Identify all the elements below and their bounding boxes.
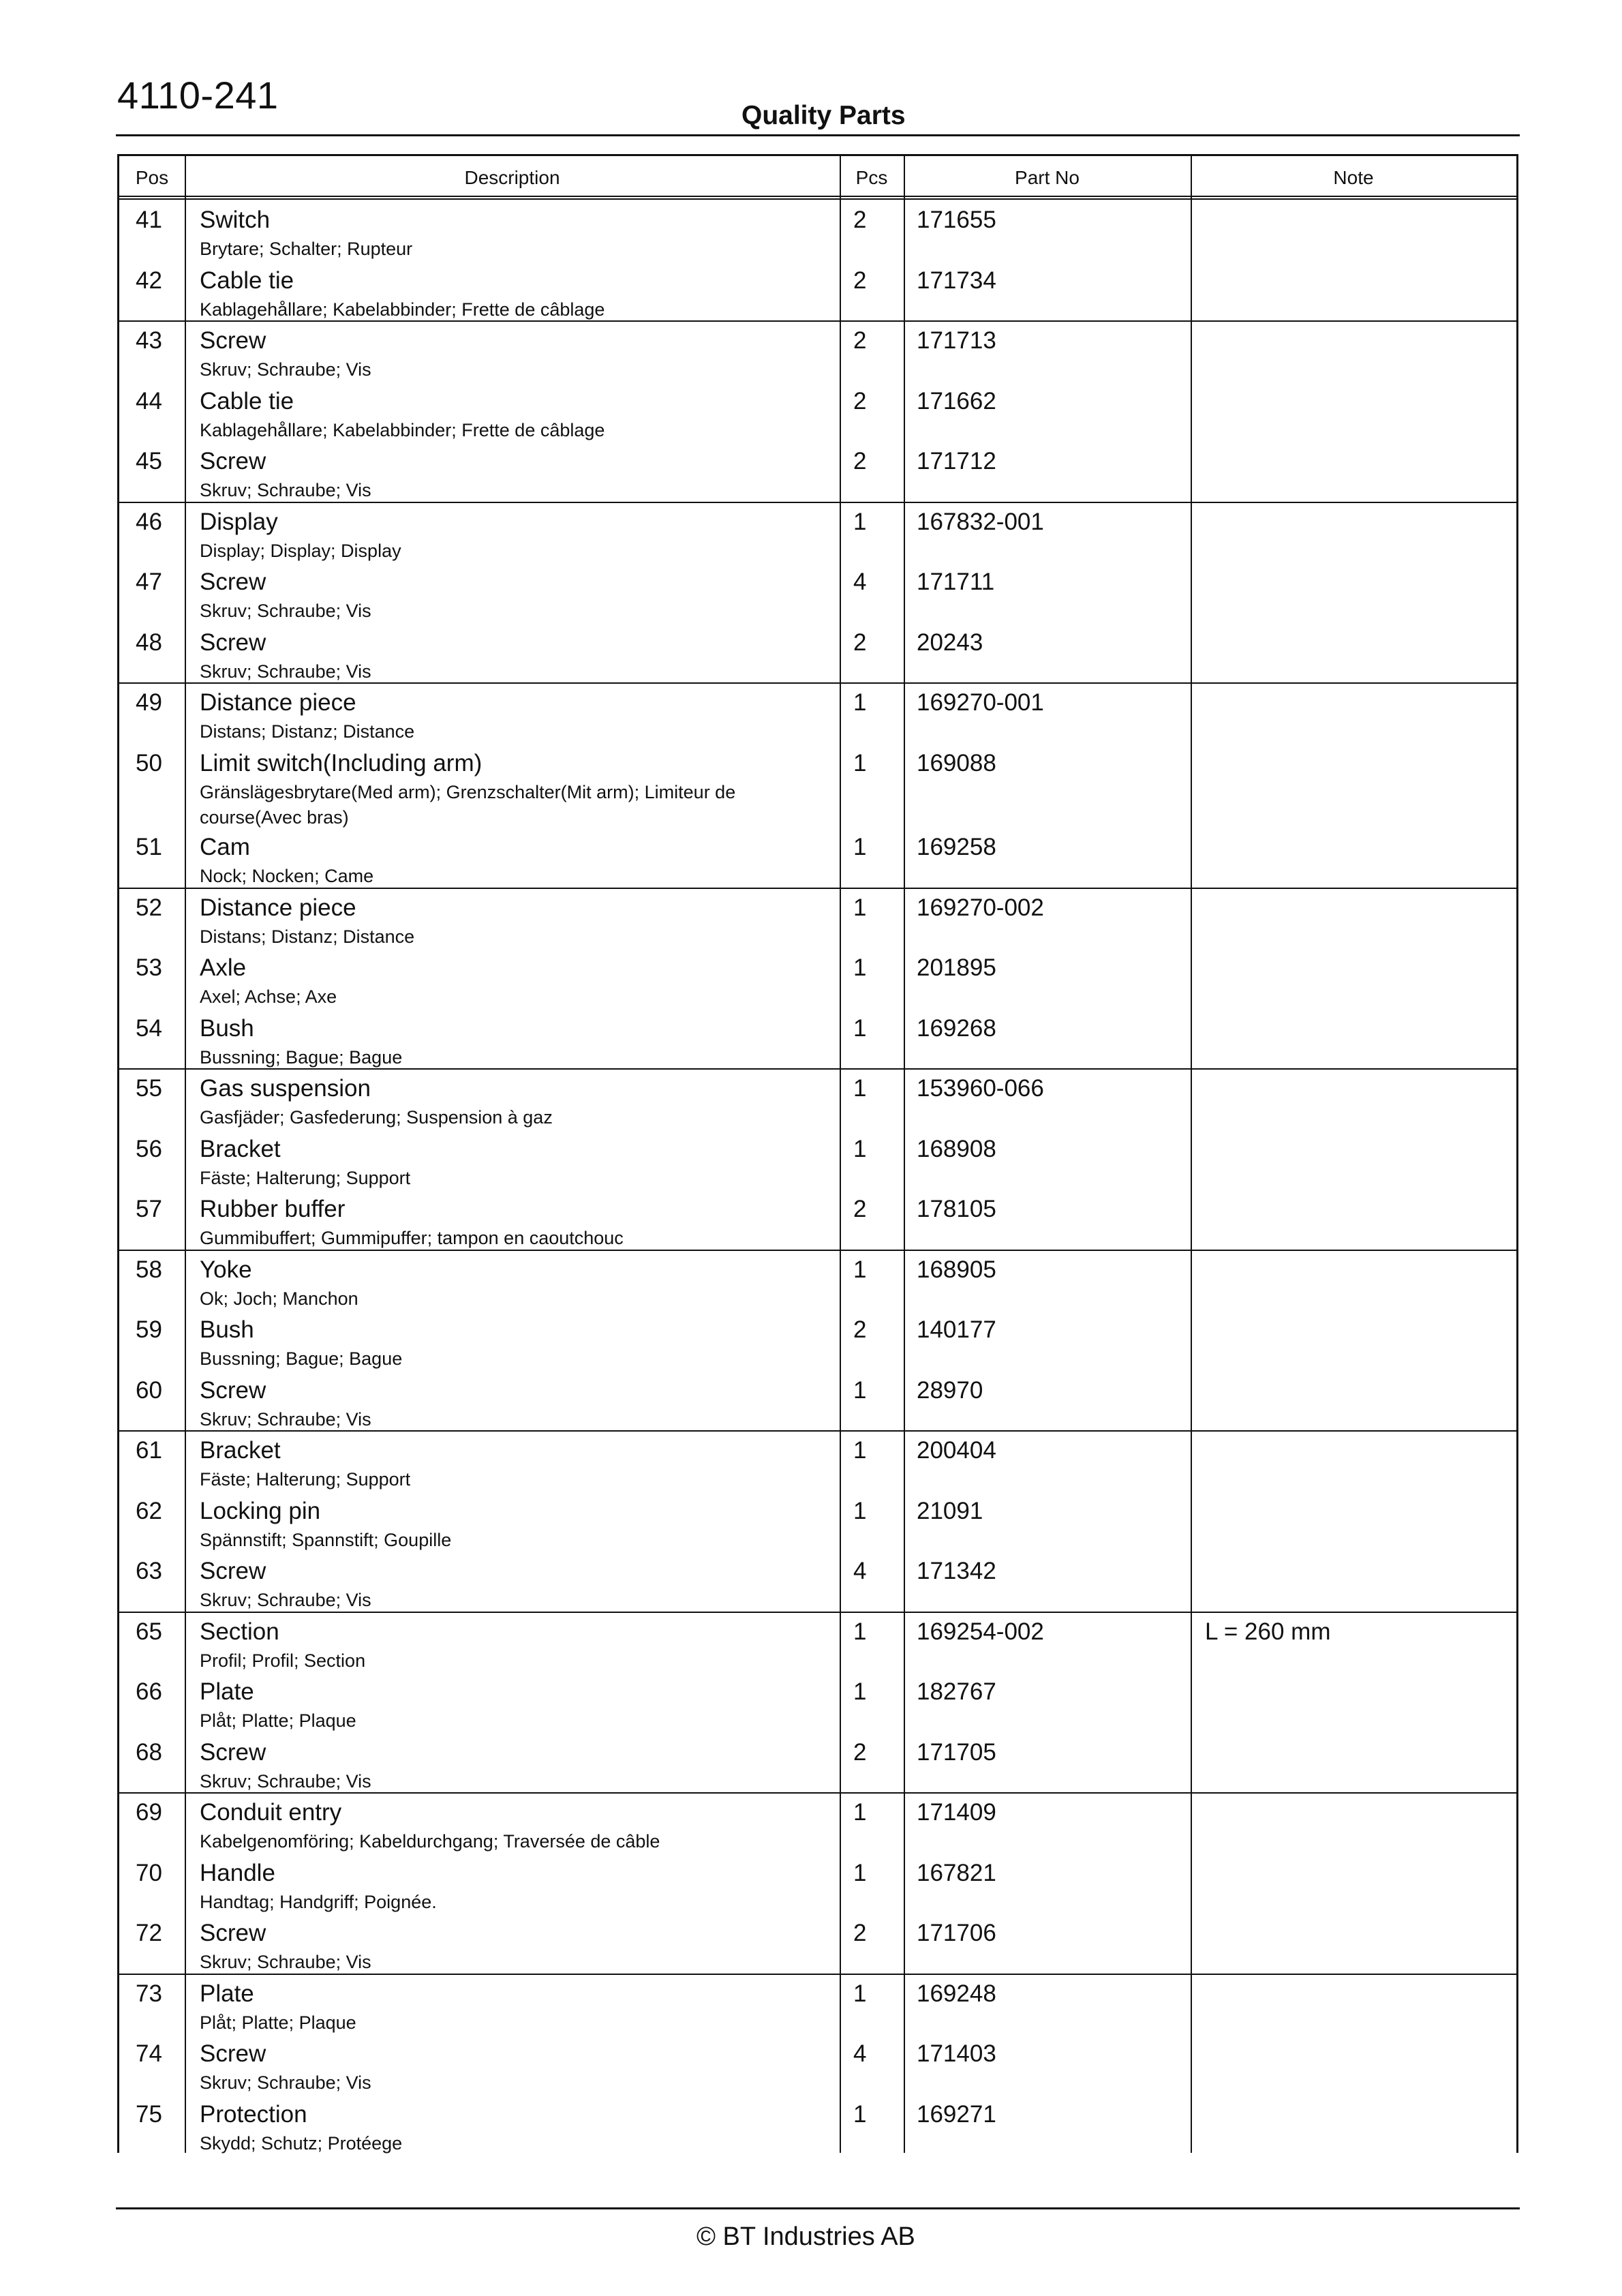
cell-translations: Plåt; Platte; Plaque	[200, 2012, 356, 2033]
row-group	[119, 1068, 1516, 1251]
cell-pcs: 2	[853, 267, 867, 294]
cell-description: Plate	[200, 1980, 254, 2007]
cell-pos: 56	[136, 1135, 162, 1162]
cell-translations: Fäste; Halterung; Support	[200, 1167, 411, 1188]
cell-description: Screw	[200, 327, 266, 354]
cell-translations: Gasfjäder; Gasfederung; Suspension à gaz	[200, 1107, 553, 1128]
cell-pos: 50	[136, 749, 162, 776]
cell-description: Plate	[200, 1678, 254, 1705]
cell-pos: 74	[136, 2040, 162, 2067]
cell-pcs: 1	[853, 1135, 867, 1162]
cell-description: Cam	[200, 834, 250, 860]
cell-note: L = 260 mm	[1205, 1618, 1331, 1645]
footer-copyright: © BT Industries AB	[697, 2222, 915, 2251]
row-group	[119, 1792, 1516, 1975]
cell-pos: 53	[136, 954, 162, 981]
cell-pos: 44	[136, 387, 162, 414]
cell-translations: Nock; Nocken; Came	[200, 866, 374, 886]
cell-description: Distance piece	[200, 689, 356, 716]
cell-pcs: 4	[853, 2040, 867, 2067]
cell-part-no: 21091	[917, 1497, 983, 1524]
cell-pcs: 2	[853, 1196, 867, 1222]
cell-pos: 48	[136, 629, 162, 656]
row-group	[119, 320, 1516, 503]
cell-part-no: 169258	[917, 834, 996, 860]
cell-description: Conduit entry	[200, 1799, 342, 1826]
cell-pos: 65	[136, 1618, 162, 1645]
cell-part-no: 171409	[917, 1799, 996, 1826]
cell-pos: 54	[136, 1014, 162, 1042]
cell-part-no: 169248	[917, 1980, 996, 2007]
cell-translations: Skydd; Schutz; Protéege	[200, 2132, 403, 2154]
cell-pos: 72	[136, 1920, 162, 1946]
cell-part-no: 171403	[917, 2040, 996, 2067]
cell-part-no: 171712	[917, 448, 996, 474]
cell-translations: Skruv; Schraube; Vis	[200, 1590, 371, 1610]
cell-description: Section	[200, 1618, 279, 1645]
cell-translations: Skruv; Schraube; Vis	[200, 1952, 371, 1972]
cell-description: Yoke	[200, 1256, 252, 1283]
cell-pcs: 1	[853, 1859, 867, 1886]
column-header-note: Note	[1333, 167, 1374, 188]
row-group	[119, 1430, 1516, 1613]
cell-pcs: 1	[853, 1618, 867, 1645]
row-group	[119, 1974, 1516, 2155]
cell-pcs: 2	[853, 1738, 867, 1766]
cell-pcs: 4	[853, 569, 867, 595]
cell-pos: 42	[136, 267, 162, 294]
cell-pcs: 1	[853, 1980, 867, 2007]
cell-translations: Profil; Profil; Section	[200, 1650, 366, 1671]
cell-pcs: 1	[853, 508, 867, 535]
cell-part-no: 171734	[917, 267, 996, 294]
cell-pcs: 1	[853, 954, 867, 981]
cell-part-no: 169268	[917, 1014, 996, 1042]
cell-pcs: 1	[853, 2100, 867, 2128]
cell-part-no: 171662	[917, 387, 996, 414]
cell-description: Screw	[200, 1376, 266, 1404]
cell-translations: Skruv; Schraube; Vis	[200, 2072, 371, 2093]
cell-part-no: 153960-066	[917, 1075, 1044, 1102]
cell-translations: Kabelgenomföring; Kabeldurchgang; Traversée de câble	[200, 1831, 660, 1852]
cell-pcs: 1	[853, 1376, 867, 1404]
cell-translations: Ok; Joch; Manchon	[200, 1288, 358, 1309]
cell-pcs: 1	[853, 1437, 867, 1464]
cell-description: Display	[200, 508, 278, 535]
cell-translations: Brytare; Schalter; Rupteur	[200, 239, 413, 259]
cell-pos: 43	[136, 327, 162, 354]
cell-pcs: 1	[853, 689, 867, 716]
cell-part-no: 168905	[917, 1256, 996, 1283]
cell-description: Axle	[200, 954, 247, 981]
cell-pcs: 2	[853, 448, 867, 474]
cell-part-no: 171706	[917, 1920, 996, 1946]
cell-translations: Gränslägesbrytare(Med arm); Grenzschalter(Mit arm); Limiteur de course(Avec bras)	[200, 781, 736, 828]
footer-rule	[116, 2207, 1520, 2209]
column-header-pos: Pos	[135, 167, 169, 188]
cell-description: Protection	[200, 2100, 307, 2128]
cell-pos: 55	[136, 1075, 162, 1102]
cell-translations: Gummibuffert; Gummipuffer; tampon en caoutchouc	[200, 1228, 624, 1248]
cell-part-no: 200404	[917, 1437, 996, 1464]
cell-part-no: 169270-001	[917, 689, 1044, 716]
cell-pcs: 2	[853, 1316, 867, 1343]
cell-part-no: 167832-001	[917, 508, 1044, 535]
cell-pos: 73	[136, 1980, 162, 2007]
cell-part-no: 171705	[917, 1738, 996, 1766]
cell-part-no: 169270-002	[917, 894, 1044, 921]
cell-pcs: 1	[853, 1799, 867, 1826]
row-group	[119, 1250, 1516, 1432]
cell-pcs: 1	[853, 1075, 867, 1102]
cell-pos: 69	[136, 1799, 162, 1826]
document-number: 4110-241	[117, 74, 279, 117]
header-rule	[116, 134, 1520, 136]
cell-description: Rubber buffer	[200, 1196, 346, 1222]
cell-pos: 70	[136, 1859, 162, 1886]
cell-translations: Skruv; Schraube; Vis	[200, 1770, 371, 1792]
row-group	[119, 682, 1516, 889]
cell-translations: Skruv; Schraube; Vis	[200, 661, 371, 682]
cell-translations: Bussning; Bague; Bague	[200, 1348, 403, 1369]
cell-description: Screw	[200, 1738, 266, 1766]
cell-description: Handle	[200, 1859, 275, 1886]
cell-translations: Kablagehållare; Kabelabbinder; Frette de câblage	[200, 299, 605, 320]
cell-part-no: 168908	[917, 1135, 996, 1162]
cell-pos: 46	[136, 508, 162, 535]
cell-description: Screw	[200, 1920, 266, 1946]
cell-translations: Skruv; Schraube; Vis	[200, 480, 371, 500]
cell-translations: Axel; Achse; Axe	[200, 986, 337, 1007]
cell-pcs: 2	[853, 1920, 867, 1946]
cell-translations: Spännstift; Spannstift; Goupille	[200, 1529, 452, 1550]
cell-description: Screw	[200, 629, 266, 656]
row-group	[119, 1612, 1516, 1794]
cell-description: Locking pin	[200, 1497, 321, 1524]
cell-part-no: 171655	[917, 207, 996, 233]
column-header-part-no: Part No	[1015, 167, 1080, 188]
cell-translations: Distans; Distanz; Distance	[200, 926, 415, 947]
cell-pcs: 1	[853, 1497, 867, 1524]
cell-pos: 49	[136, 689, 162, 716]
cell-pcs: 2	[853, 207, 867, 233]
cell-translations: Fäste; Halterung; Support	[200, 1469, 411, 1490]
cell-part-no: 169271	[917, 2100, 996, 2128]
column-header-description: Description	[464, 167, 560, 188]
cell-pos: 47	[136, 569, 162, 595]
cell-translations: Skruv; Schraube; Vis	[200, 1408, 371, 1430]
cell-part-no: 140177	[917, 1316, 996, 1343]
cell-description: Screw	[200, 569, 266, 595]
cell-pcs: 1	[853, 749, 867, 776]
cell-pos: 66	[136, 1678, 162, 1705]
cell-part-no: 167821	[917, 1859, 996, 1886]
cell-translations: Handtag; Handgriff; Poignée.	[200, 1891, 437, 1912]
cell-pos: 62	[136, 1497, 162, 1524]
cell-translations: Skruv; Schraube; Vis	[200, 601, 371, 621]
cell-description: Cable tie	[200, 267, 294, 294]
cell-part-no: 171342	[917, 1558, 996, 1584]
cell-description: Switch	[200, 207, 271, 233]
cell-translations: Display; Display; Display	[200, 540, 401, 561]
cell-pos: 61	[136, 1437, 162, 1464]
parts-table	[117, 154, 1518, 2153]
cell-pos: 68	[136, 1738, 162, 1766]
cell-part-no: 182767	[917, 1678, 996, 1705]
table-header	[119, 156, 1516, 200]
cell-part-no: 169088	[917, 749, 996, 776]
cell-part-no: 169254-002	[917, 1618, 1044, 1645]
cell-pos: 59	[136, 1316, 162, 1343]
cell-description: Limit switch(Including arm)	[200, 749, 483, 776]
cell-part-no: 20243	[917, 629, 983, 656]
cell-translations: Plåt; Platte; Plaque	[200, 1710, 356, 1731]
cell-pcs: 2	[853, 387, 867, 414]
cell-pos: 75	[136, 2100, 162, 2128]
cell-part-no: 201895	[917, 954, 996, 981]
cell-pos: 57	[136, 1196, 162, 1222]
cell-pcs: 1	[853, 1014, 867, 1042]
cell-part-no: 178105	[917, 1196, 996, 1222]
cell-description: Bush	[200, 1316, 254, 1343]
cell-pos: 45	[136, 448, 162, 474]
cell-pcs: 2	[853, 327, 867, 354]
document-title: Quality Parts	[741, 101, 906, 130]
cell-translations: Skruv; Schraube; Vis	[200, 359, 371, 380]
row-group	[119, 200, 1516, 322]
cell-pos: 41	[136, 207, 162, 233]
cell-description: Bush	[200, 1014, 254, 1042]
cell-pos: 51	[136, 834, 162, 860]
cell-pcs: 1	[853, 894, 867, 921]
cell-description: Screw	[200, 1558, 266, 1584]
cell-description: Screw	[200, 2040, 266, 2067]
cell-part-no: 171711	[917, 569, 995, 595]
cell-pcs: 1	[853, 1678, 867, 1705]
cell-description: Screw	[200, 448, 266, 474]
cell-description: Bracket	[200, 1437, 281, 1464]
cell-pcs: 2	[853, 629, 867, 656]
column-header-pcs: Pcs	[855, 167, 888, 188]
cell-translations: Distans; Distanz; Distance	[200, 721, 415, 742]
cell-pos: 63	[136, 1558, 162, 1584]
cell-description: Bracket	[200, 1135, 281, 1162]
cell-description: Cable tie	[200, 387, 294, 414]
cell-part-no: 28970	[917, 1376, 983, 1404]
cell-description: Gas suspension	[200, 1075, 371, 1102]
cell-part-no: 171713	[917, 327, 996, 354]
cell-pos: 60	[136, 1376, 162, 1404]
cell-description: Distance piece	[200, 894, 356, 921]
cell-pcs: 1	[853, 1256, 867, 1283]
cell-pos: 58	[136, 1256, 162, 1283]
cell-pcs: 4	[853, 1558, 867, 1584]
cell-translations: Kablagehållare; Kabelabbinder; Frette de câblage	[200, 419, 605, 440]
row-group	[119, 888, 1516, 1070]
cell-translations: Bussning; Bague; Bague	[200, 1046, 403, 1068]
cell-pcs: 1	[853, 834, 867, 860]
cell-pos: 52	[136, 894, 162, 921]
row-group	[119, 502, 1516, 684]
